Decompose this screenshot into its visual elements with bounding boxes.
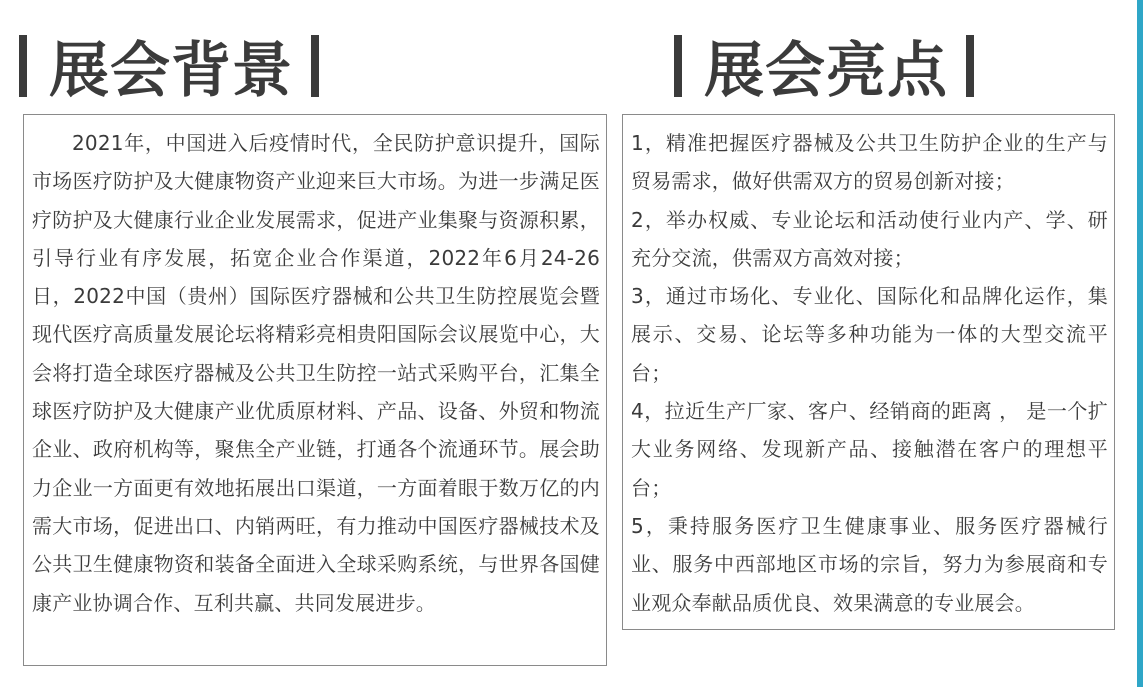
heading-bar-left [19, 35, 27, 97]
highlights-title: 展会亮点 [704, 36, 948, 106]
highlight-item: 3，通过市场化、专业化、国际化和品牌化运作，集展示、交易、论坛等多种功能为一体的大型交流平台； [631, 284, 1108, 385]
background-title: 展会背景 [49, 36, 293, 106]
right-edge-accent-bar [1137, 0, 1143, 687]
highlight-item: 2，举办权威、专业论坛和活动使行业内产、学、研充分交流，供需双方高效对接； [631, 207, 1108, 270]
highlights-heading [674, 30, 974, 106]
highlights-panel [622, 114, 1115, 630]
heading-bar-right [966, 35, 974, 97]
background-paragraph: 2021年，中国进入后疫情时代，全民防护意识提升，国际市场医疗防护及大健康物资产业迎来巨大市场。为进一步满足医疗防护及大健康行业企业发展需求，促进产业集聚与资源积累，引导行业有序发展，拓宽企业合作渠道，2022年6月24-26日，2022中国（贵州）国际医疗器械和公共卫生防控展览会暨现代医疗高质量发展论坛将精彩亮相贵阳国际会议展览中心，大会将打造全球医疗器械及公共卫生防控一站式采购平台，汇集全球医疗防护及大健康产业优质原材料、产品、设备、外贸和物流企业、政府机构等，聚焦全产业链，打通各个流通环节。展会助力企业一方面更有效地拓展出口渠道，一方面着眼于数万亿的内需大市场，促进出口、内销两旺，有力推动中国医疗器械技术及公共卫生健康物资和装备全面进入全球采购系统，与世界各国健康产业协调合作、互利共赢、共同发展进步。 [32, 131, 600, 615]
highlight-item: 1，精准把握医疗器械及公共卫生防护企业的生产与贸易需求，做好供需双方的贸易创新对接； [631, 131, 1108, 194]
background-heading [19, 30, 319, 106]
highlights-list [631, 124, 1108, 622]
heading-bar-left [674, 35, 682, 97]
highlight-item: 4，拉近生产厂家、客户、经销商的距离 ， 是一个扩大业务网络、发现新产品、接触潜在客户的理想平台； [631, 399, 1108, 500]
heading-bar-right [311, 35, 319, 97]
highlight-item: 5，秉持服务医疗卫生健康事业、服务医疗器械行业、服务中西部地区市场的宗旨，努力为参展商和专业观众奉献品质优良、效果满意的专业展会。 [631, 513, 1108, 615]
background-panel [23, 114, 607, 666]
